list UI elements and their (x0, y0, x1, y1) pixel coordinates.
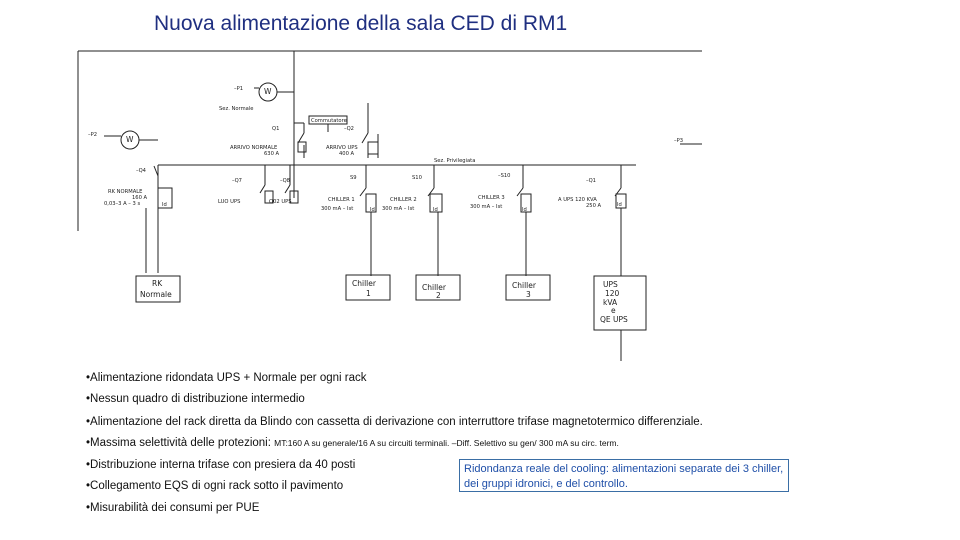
label-id2: Id (370, 207, 375, 213)
label-q4: –Q4 (136, 168, 146, 174)
label-chiller1-sub: 300 mA – Ist (321, 206, 354, 212)
label-p1: –P1 (234, 86, 244, 92)
label-q1: Q1 (272, 126, 280, 132)
label-q02-ups: Q02 UPS (269, 199, 292, 205)
bullet-item: •Alimentazione del rack diretta da Blindo con cassetta di derivazione con interruttore trifase magnetotermico differenziale. (86, 416, 703, 428)
box-chiller2-line1: Chiller (422, 283, 446, 292)
box-chiller1-line2: 1 (366, 289, 371, 298)
bullet-item: •Distribuzione interna trifase con presiera da 40 posti (86, 459, 356, 471)
label-p3: –P3 (674, 138, 684, 144)
label-a-ups-a: 250 A (586, 203, 602, 209)
label-rk-a: 160 A (132, 195, 148, 201)
label-s10b: –S10 (498, 173, 511, 179)
box-chiller2-line2: 2 (436, 291, 441, 300)
label-chiller2-sub: 300 mA – Ist (382, 206, 415, 212)
box-chiller3-line2: 3 (526, 290, 531, 299)
label-id1: Id (162, 202, 167, 208)
bullet-item: •Alimentazione ridondata UPS + Normale per ogni rack (86, 372, 367, 384)
label-arrivo-normale: ARRIVO NORMALE (230, 145, 278, 151)
label-rk-sub: 0,03–3 A – 3 s (104, 201, 141, 207)
label-q7: –Q7 (232, 178, 242, 184)
label-rk-normale: RK NORMALE (108, 189, 143, 195)
label-p2: –P2 (88, 132, 98, 138)
box-rk-line2: Normale (140, 290, 172, 299)
label-sez-privilegiata: Sez. Privilegiata (434, 158, 476, 164)
label-q11: –Q1 (586, 178, 596, 184)
label-q2: –Q2 (344, 126, 354, 132)
label-id4: Id (522, 207, 527, 213)
label-w2: W (126, 135, 134, 144)
box-ups-line3: kVA (603, 298, 618, 307)
page-title: Nuova alimentazione della sala CED di RM1 (154, 12, 568, 35)
label-a-ups: A UPS 120 KVA (558, 197, 597, 203)
box-rk-line1: RK (152, 279, 163, 288)
electrical-schematic (76, 48, 702, 361)
bullet-item: •Nessun quadro di distribuzione intermedio (86, 393, 305, 405)
box-chiller3-line1: Chiller (512, 281, 536, 290)
label-commutatore: Commutatore (311, 118, 347, 124)
bullet-item: •Collegamento EQS di ogni rack sotto il pavimento (86, 480, 344, 492)
label-chiller3: CHILLER 3 (478, 195, 505, 201)
schematic-svg (76, 48, 702, 361)
box-chiller1-line1: Chiller (352, 279, 376, 288)
label-w1: W (264, 87, 272, 96)
label-s9: S9 (350, 175, 357, 181)
label-arrivo-ups-a: 400 A (339, 151, 355, 157)
label-chiller1: CHILLER 1 (328, 197, 355, 203)
label-arrivo-ups: ARRIVO UPS (326, 145, 358, 151)
label-q8: –Q8 (280, 178, 290, 184)
box-ups-line4: e (611, 306, 616, 315)
label-chiller3-sub: 300 mA – Ist (470, 204, 503, 210)
bullet-item: •Massima selettività delle protezioni: MT:160 A su generale/16 A su circuiti terminali. –Diff. Selettivo su gen/ 300 mA su circ. term. (86, 437, 619, 449)
label-s10: S10 (412, 175, 422, 181)
bullet-item: •Misurabilità dei consumi per PUE (86, 502, 260, 514)
label-id3: Id (433, 207, 438, 213)
label-id5: Id (617, 202, 622, 208)
box-ups-line5: QE UPS (600, 315, 628, 324)
label-luo-ups: LUO UPS (218, 199, 241, 205)
box-ups-line2: 120 (605, 289, 620, 298)
label-arrivo-normale-a: 630 A (264, 151, 280, 157)
box-ups-line1: UPS (603, 280, 618, 289)
label-chiller2: CHILLER 2 (390, 197, 417, 203)
label-sez-normale: Sez. Normale (219, 106, 254, 112)
cooling-redundancy-callout: Ridondanza reale del cooling: alimentazioni separate dei 3 chiller, dei gruppi idronici, e del controllo. (459, 459, 789, 492)
